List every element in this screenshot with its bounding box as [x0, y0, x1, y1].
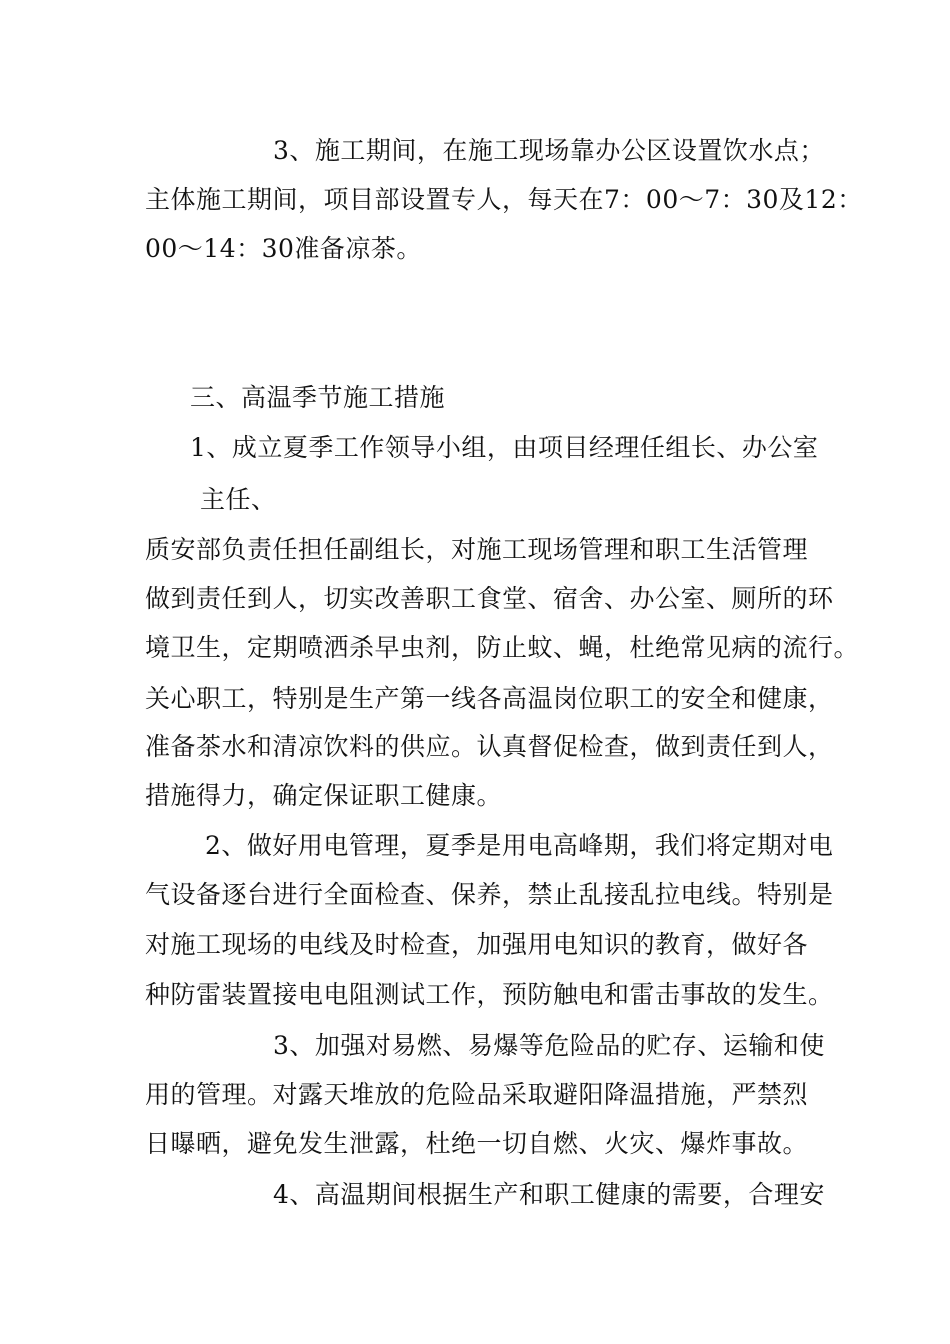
para-2-line-1: 1、成立夏季工作领导小组，由项目经理任组长、办公室 — [190, 433, 819, 462]
para-4-line-2: 用的管理。对露天堆放的危险品采取避阳降温措施，严禁烈 — [145, 1080, 809, 1109]
para-1-line-3: 00～14：30准备凉茶。 — [145, 234, 422, 263]
para-4-line-3: 日曝晒，避免发生泄露，杜绝一切自燃、火灾、爆炸事故。 — [145, 1129, 809, 1158]
para-3-line-2: 气设备逐台进行全面检查、保养，禁止乱接乱拉电线。特别是 — [145, 880, 834, 909]
para-2-line-4: 做到责任到人，切实改善职工食堂、宿舍、办公室、厕所的环 — [145, 584, 834, 613]
para-5-line-1: 4、高温期间根据生产和职工健康的需要，合理安 — [273, 1180, 825, 1209]
para-3-line-1: 2、做好用电管理，夏季是用电高峰期，我们将定期对电 — [205, 831, 834, 860]
para-2-line-6: 关心职工，特别是生产第一线各高温岗位职工的安全和健康， — [145, 684, 834, 713]
para-4-line-1: 3、加强对易燃、易爆等危险品的贮存、运输和使 — [273, 1031, 825, 1060]
para-2-line-7: 准备茶水和清凉饮料的供应。认真督促检查，做到责任到人， — [145, 732, 834, 761]
para-1-line-2: 主体施工期间，项目部设置专人，每天在7：00～7：30及12： — [145, 185, 863, 214]
para-2-line-8: 措施得力，确定保证职工健康。 — [145, 781, 503, 810]
para-3-line-4: 种防雷装置接电电阻测试工作，预防触电和雷击事故的发生。 — [145, 980, 834, 1009]
para-2-line-2: 主任、 — [200, 485, 277, 514]
para-2-line-5: 境卫生，定期喷洒杀早虫剂，防止蚊、蝇，杜绝常见病的流行。 — [145, 633, 860, 662]
section-heading: 三、高温季节施工措施 — [190, 383, 446, 412]
para-3-line-3: 对施工现场的电线及时检查，加强用电知识的教育，做好各 — [145, 930, 809, 959]
para-1-line-1: 3、施工期间，在施工现场靠办公区设置饮水点； — [273, 136, 825, 165]
para-2-line-3: 质安部负责任担任副组长，对施工现场管理和职工生活管理 — [145, 535, 809, 564]
